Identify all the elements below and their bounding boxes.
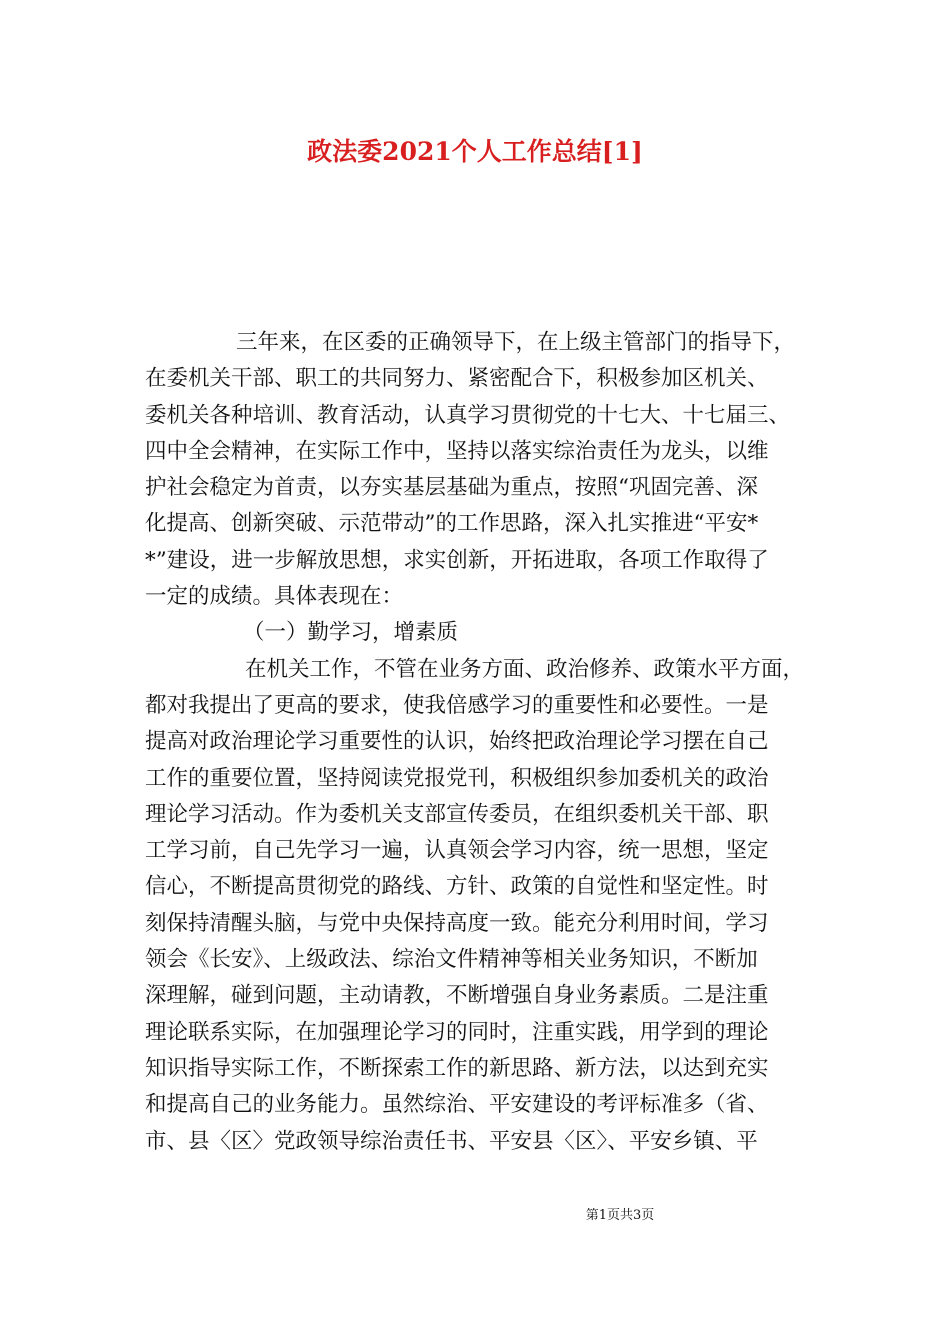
page-number: 第1页共3页 bbox=[585, 1208, 655, 1223]
paragraph-line: 在机关工作，不管在业务方面、政治修养、政策水平方面， bbox=[245, 656, 805, 682]
section-heading: （一）勤学习，增素质 bbox=[243, 620, 459, 646]
paragraph-line: 化提高、创新突破、示范带动”的工作思路，深入扎实推进“平安* bbox=[145, 511, 759, 537]
paragraph-line: 在委机关干部、职工的共同努力、紧密配合下，积极参加区机关、 bbox=[145, 366, 769, 392]
paragraph-line: 刻保持清醒头脑，与党中央保持高度一致。能充分利用时间，学习 bbox=[145, 910, 769, 936]
paragraph-line: 理论学习活动。作为委机关支部宣传委员，在组织委机关干部、职 bbox=[145, 801, 769, 827]
paragraph-line: 工学习前，自己先学习一遍，认真领会学习内容，统一思想，坚定 bbox=[145, 838, 769, 864]
document-body bbox=[145, 325, 805, 1160]
paragraph-line: 三年来，在区委的正确领导下，在上级主管部门的指导下， bbox=[236, 330, 796, 355]
paragraph-line: 理论联系实际，在加强理论学习的同时，注重实践，用学到的理论 bbox=[145, 1019, 769, 1045]
paragraph-line: 深理解，碰到问题，主动请教，不断增强自身业务素质。二是注重 bbox=[145, 983, 769, 1009]
paragraph-line: 一定的成绩。具体表现在： bbox=[145, 584, 404, 610]
paragraph-line: 委机关各种培训、教育活动，认真学习贯彻党的十七大、十七届三、 bbox=[145, 402, 791, 428]
paragraph-line: 都对我提出了更高的要求，使我倍感学习的重要性和必要性。一是 bbox=[145, 692, 769, 718]
document-title: 政法委2021个人工作总结[1] bbox=[307, 137, 643, 166]
paragraph-line: 工作的重要位置，坚持阅读党报党刊，积极组织参加委机关的政治 bbox=[145, 765, 769, 791]
paragraph-line: 知识指导实际工作，不断探索工作的新思路、新方法，以达到充实 bbox=[145, 1055, 769, 1081]
paragraph-line: 信心，不断提高贯彻党的路线、方针、政策的自觉性和坚定性。时 bbox=[145, 874, 769, 900]
paragraph-line: *”建设，进一步解放思想，求实创新，开拓进取，各项工作取得了 bbox=[145, 547, 769, 573]
paragraph-line: 提高对政治理论学习重要性的认识，始终把政治理论学习摆在自己 bbox=[145, 729, 769, 755]
paragraph-line: 护社会稳定为首责，以夯实基层基础为重点，按照“巩固完善、深 bbox=[145, 475, 758, 501]
paragraph-line: 四中全会精神，在实际工作中，坚持以落实综治责任为龙头，以维 bbox=[145, 438, 769, 464]
paragraph-line: 和提高自己的业务能力。虽然综治、平安建设的考评标准多（省、 bbox=[145, 1092, 769, 1118]
paragraph-line: 领会《长安》、上级政法、综治文件精神等相关业务知识，不断加 bbox=[145, 947, 758, 973]
paragraph-line: 市、县〈区〉党政领导综治责任书、平安县〈区〉、平安乡镇、平 bbox=[145, 1128, 758, 1154]
